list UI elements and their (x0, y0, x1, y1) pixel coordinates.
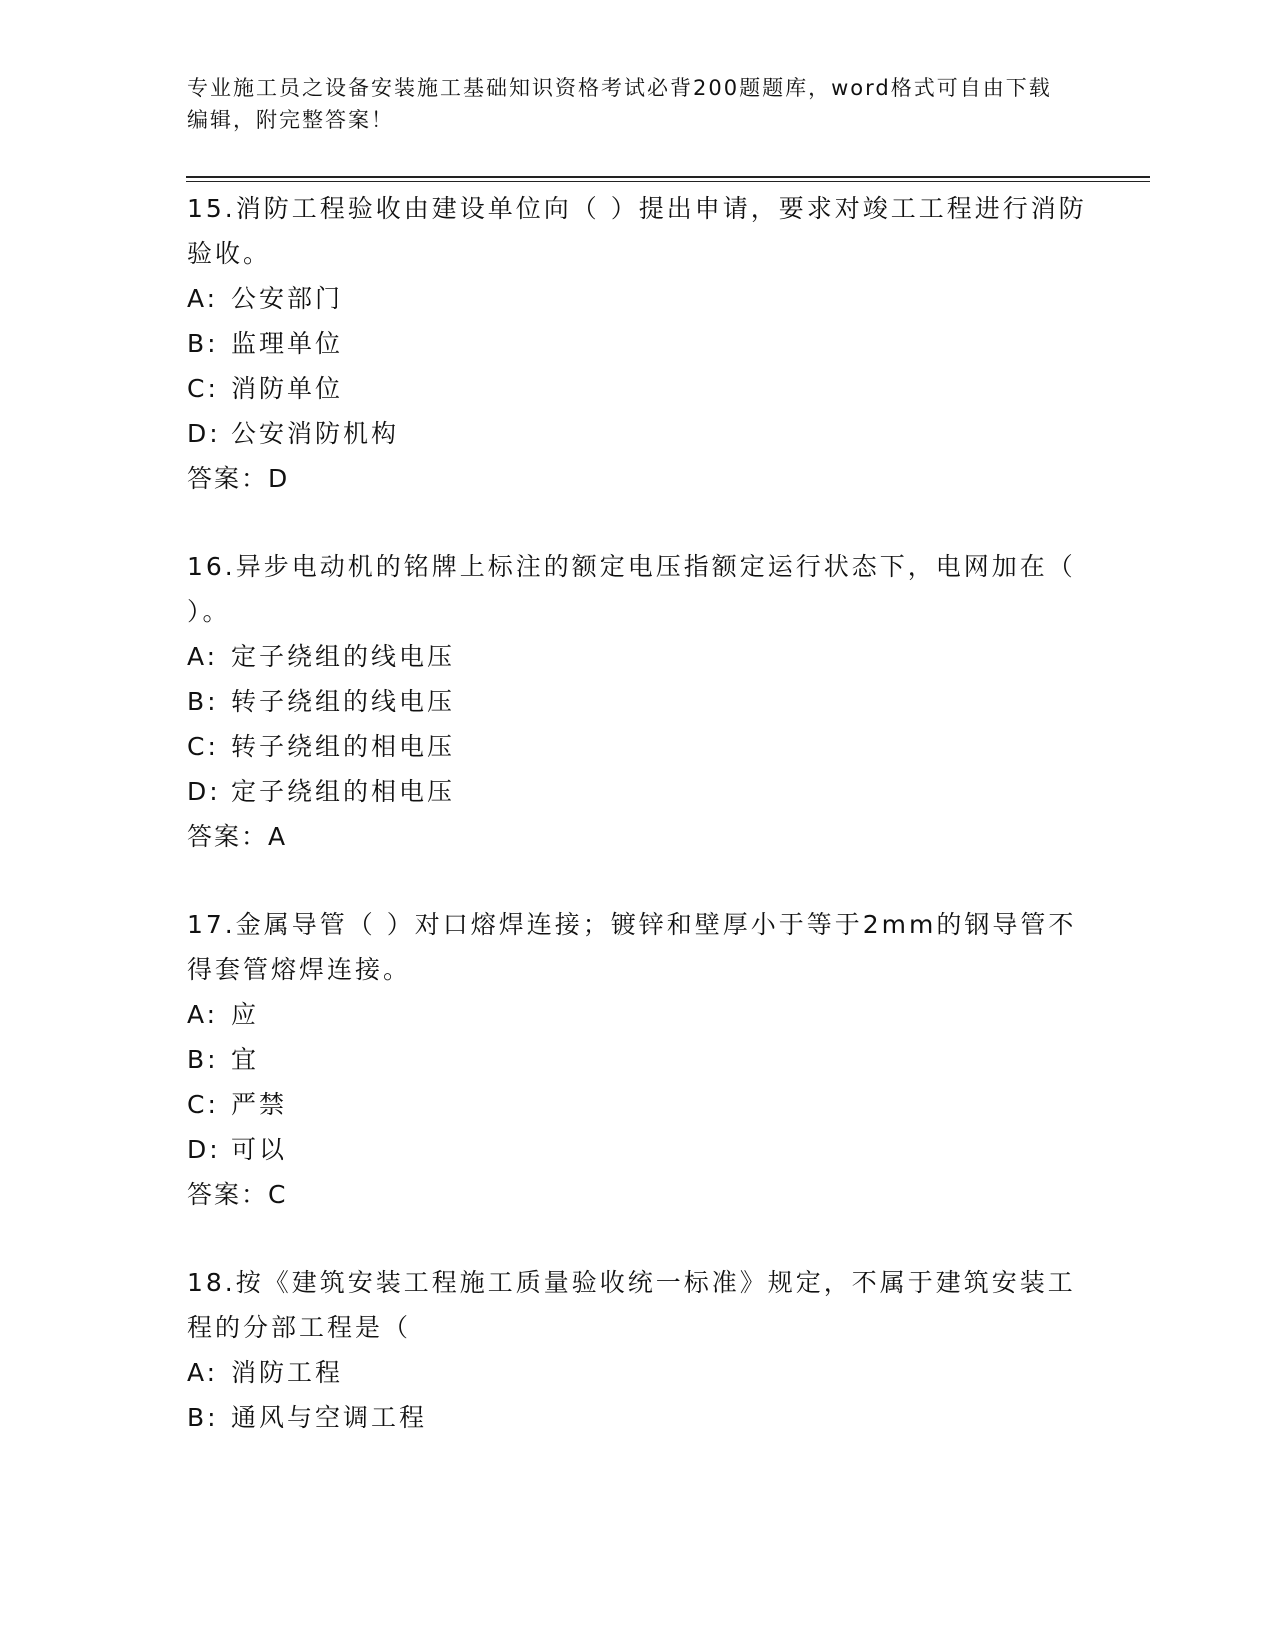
answer-line: 答案：D (187, 464, 290, 493)
option-key: B: (187, 1403, 219, 1432)
option-key: B: (187, 1045, 219, 1074)
option-text: 公安消防机构 (231, 419, 400, 448)
option-key: A: (187, 284, 219, 313)
option-text: 通风与空调工程 (231, 1403, 428, 1432)
answer-line: 答案：C (187, 1180, 288, 1209)
question-stem: 15.消防工程验收由建设单位向（ ）提出申请，要求对竣工工程进行消防验收。 (187, 194, 1087, 268)
option-a (187, 992, 1087, 1037)
option-key: D: (187, 1135, 221, 1164)
option-d (187, 769, 1087, 814)
option-text: 宜 (231, 1045, 260, 1074)
question-item (187, 1260, 1087, 1440)
question-stem: 17.金属导管（ ）对口熔焊连接；镀锌和壁厚小于等于2mm的钢导管不得套管熔焊连接。 (187, 910, 1077, 984)
option-key: C: (187, 374, 219, 403)
option-text: 监理单位 (231, 329, 344, 358)
option-b (187, 1037, 1087, 1082)
option-a (187, 1350, 1087, 1395)
option-c (187, 1082, 1087, 1127)
question-item (187, 902, 1087, 1217)
option-key: A: (187, 1358, 219, 1387)
answer-line: 答案：A (187, 822, 288, 851)
option-d (187, 411, 1087, 456)
option-a (187, 634, 1087, 679)
option-key: D: (187, 777, 221, 806)
header-divider (186, 176, 1150, 182)
option-key: A: (187, 642, 219, 671)
question-stem: 18.按《建筑安装工程施工质量验收统一标准》规定，不属于建筑安装工程的分部工程是（ (187, 1268, 1076, 1342)
option-key: B: (187, 329, 219, 358)
option-text: 定子绕组的线电压 (231, 642, 456, 671)
option-text: 消防工程 (231, 1358, 344, 1387)
option-b (187, 1395, 1087, 1440)
option-a (187, 276, 1087, 321)
option-text: 严禁 (231, 1090, 288, 1119)
option-key: C: (187, 1090, 219, 1119)
option-key: C: (187, 732, 219, 761)
option-key: B: (187, 687, 219, 716)
document-header: 专业施工员之设备安装施工基础知识资格考试必背200题题库，word格式可自由下载编辑，附完整答案！ (187, 76, 1052, 132)
question-stem: 16.异步电动机的铭牌上标注的额定电压指额定运行状态下，电网加在（ ）。 (187, 552, 1076, 626)
option-text: 定子绕组的相电压 (231, 777, 456, 806)
option-text: 转子绕组的线电压 (231, 687, 456, 716)
option-key: A: (187, 1000, 219, 1029)
question-item (187, 186, 1087, 501)
option-b (187, 321, 1087, 366)
option-b (187, 679, 1087, 724)
option-c (187, 366, 1087, 411)
option-c (187, 724, 1087, 769)
option-text: 消防单位 (231, 374, 344, 403)
option-text: 可以 (231, 1135, 288, 1164)
option-text: 公安部门 (231, 284, 344, 313)
question-list (187, 186, 1087, 1483)
option-key: D: (187, 419, 221, 448)
option-d (187, 1127, 1087, 1172)
option-text: 应 (231, 1000, 260, 1029)
option-text: 转子绕组的相电压 (231, 732, 456, 761)
question-item (187, 544, 1087, 859)
